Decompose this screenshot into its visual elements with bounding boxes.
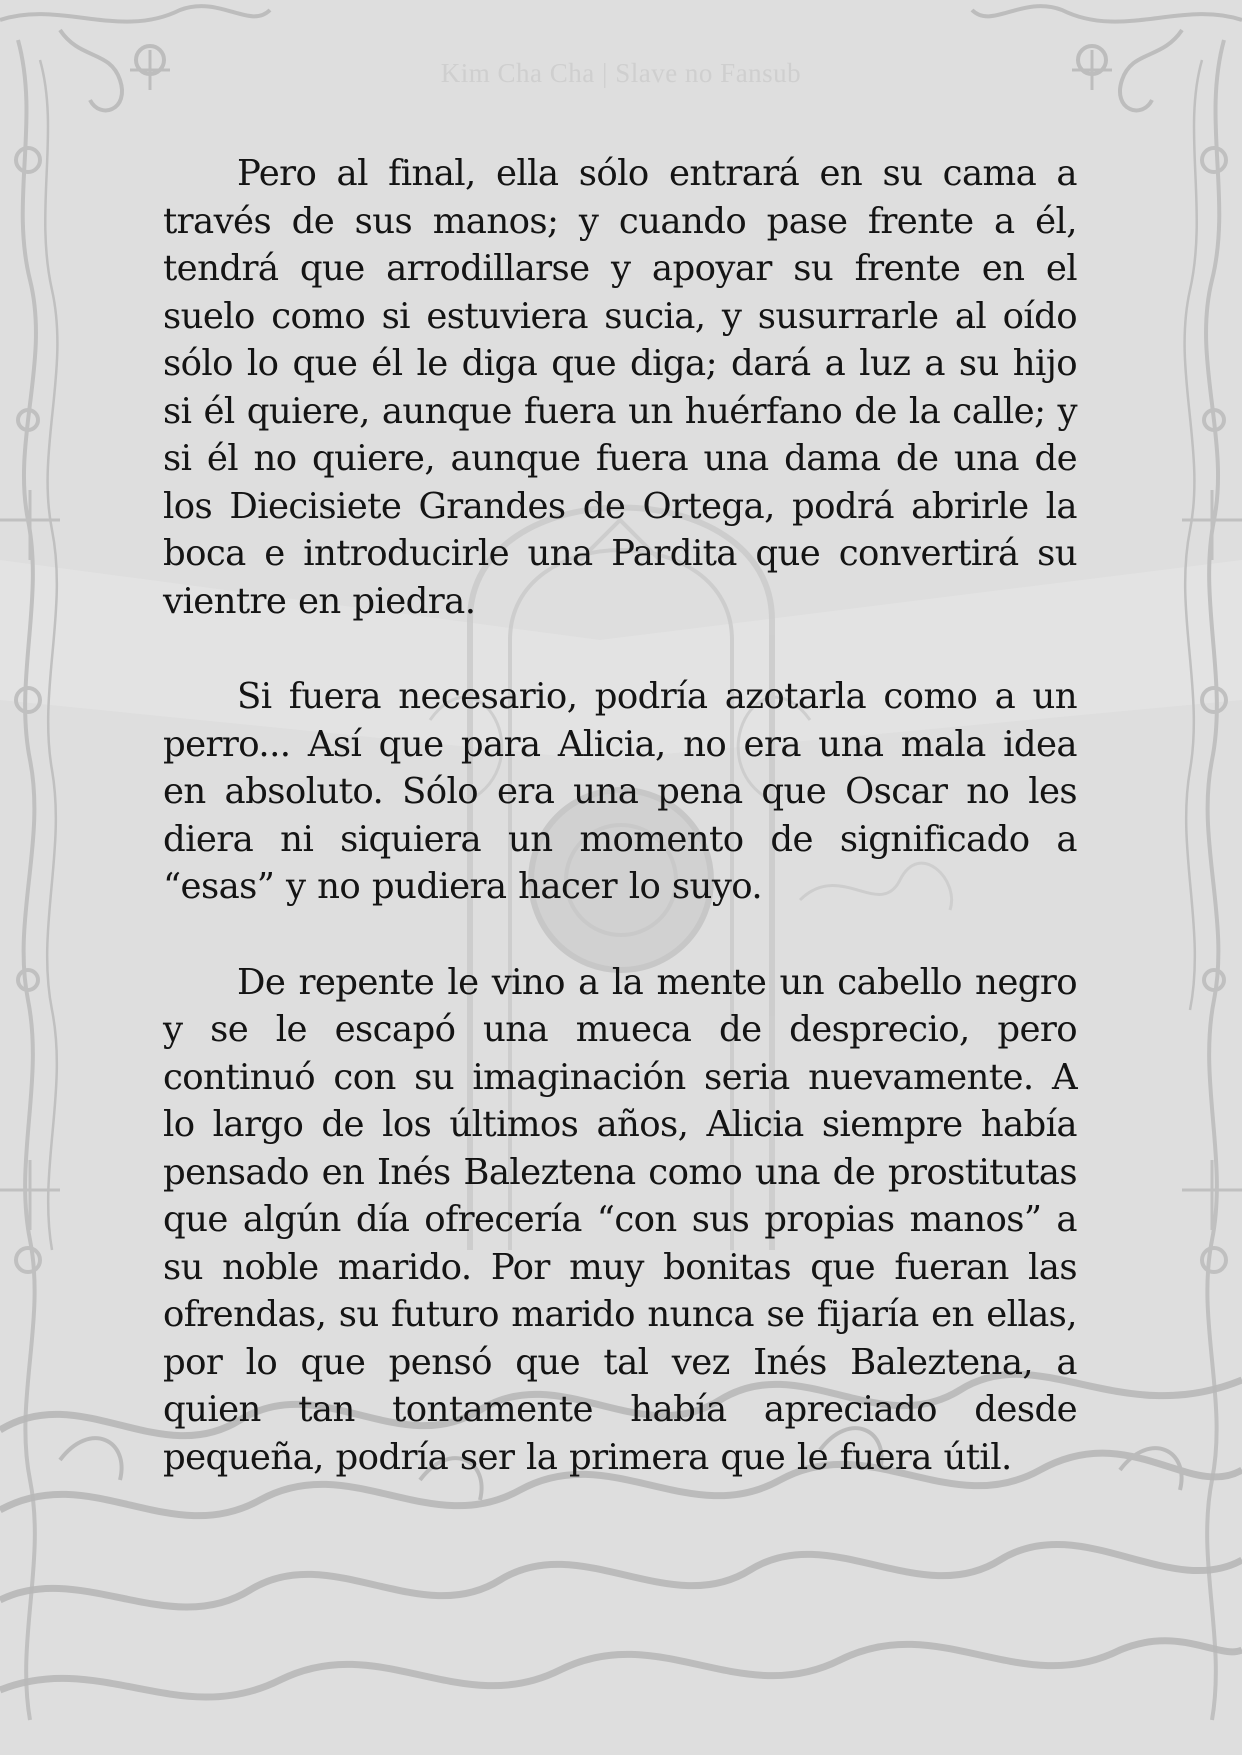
paragraph: Pero al final, ella sólo entrará en su cama a través de sus manos; y cuando pase frente a él, tendrá que arrodillarse y apoyar su frente en el suelo como si estuviera sucia, y susurrarle al oído sólo lo que él le diga que diga; dará a luz a su hijo si él quiere, aunque fuera un huérfano de la calle; y si él no quiere, aunque fuera una dama de una de los Diecisiete Grandes de Ortega, podrá abrirle la boca e introducirle una Pardita que convertirá su vientre en piedra. bbox=[163, 153, 1077, 622]
paragraph: De repente le vino a la mente un cabello negro y se le escapó una mueca de desprecio, pero continuó con su imaginación seria nuevamente. A lo largo de los últimos años, Alicia siempre había pensado en Inés Baleztena como una de prostitutas que algún día ofrecería “con sus propias manos” a su noble marido. Por muy bonitas que fueran las ofrendas, su futuro marido nunca se fijaría en ellas, por lo que pensó que tal vez Inés Baleztena, a quien tan tontamente había apreciado desde pequeña, podría ser la primera que le fuera útil. bbox=[163, 961, 1077, 1478]
right-border-ornament bbox=[1182, 40, 1242, 1720]
header-watermark: Kim Cha Cha | Slave no Fansub bbox=[440, 58, 802, 88]
paragraph: Si fuera necesario, podría azotarla como a un perro... Así que para Alicia, no era una mala idea en absoluto. Sólo era una pena que Oscar no les diera ni siquiera un momento de significado a “esas” y no pudiera hacer lo suyo. bbox=[163, 676, 1077, 907]
body-text bbox=[163, 150, 1077, 1529]
left-border-ornament bbox=[0, 40, 60, 1720]
